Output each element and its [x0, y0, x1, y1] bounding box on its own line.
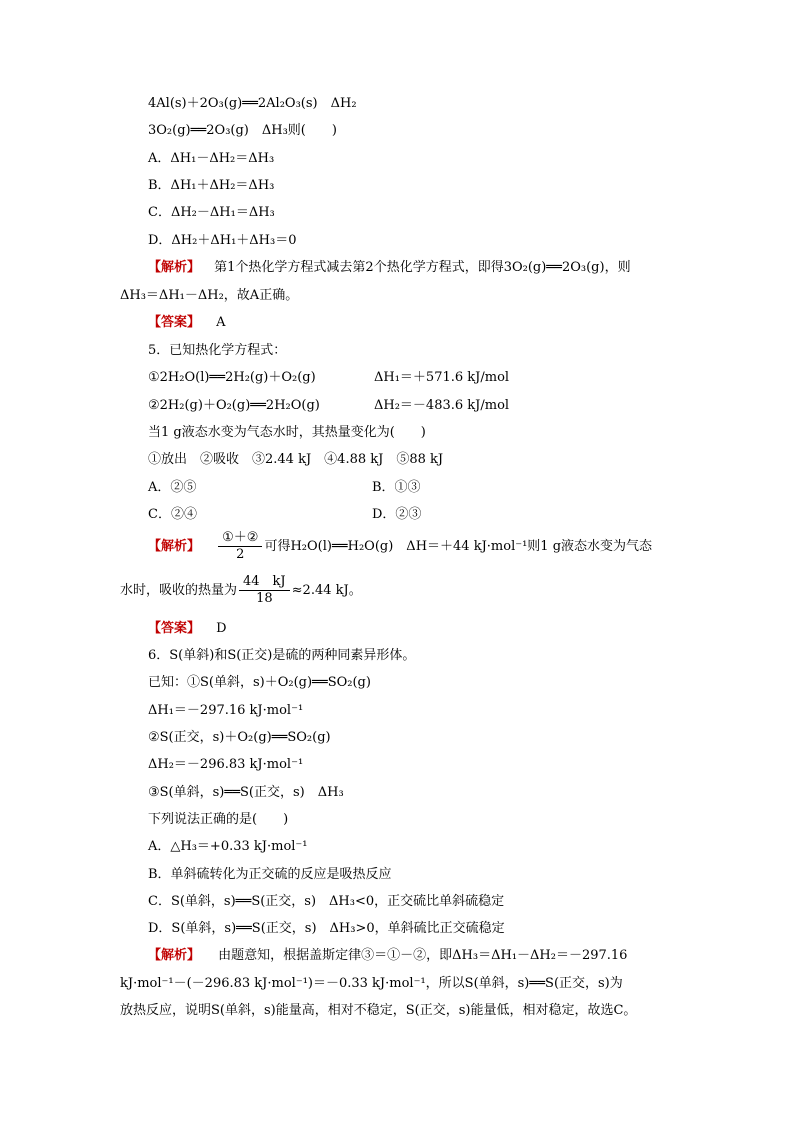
q5-option-c: C．②④	[148, 507, 197, 522]
q5-eq1: ①2H₂O(l)══2H₂(g)＋O₂(g)	[148, 370, 316, 385]
q6-analysis	[148, 946, 627, 966]
answer-tag: 【答案】	[148, 315, 201, 330]
q4-option-c: C．ΔH₂－ΔH₁＝ΔH₃	[148, 205, 275, 220]
fraction	[218, 530, 262, 563]
q6-option-b: B．单斜硫转化为正交硫的反应是吸热反应	[148, 867, 392, 882]
q6-analysis-line2: kJ·mol⁻¹－(－296.83 kJ·mol⁻¹)＝－0.33 kJ·mol⁻¹，所以S(单斜，s)══S(正交，s)为	[120, 976, 623, 991]
q5-option-a: A．②⑤	[148, 480, 197, 495]
q4-equation-3: 3O₂(g)══2O₃(g) ΔH₃则( )	[148, 123, 337, 138]
analysis-tag: 【解析】	[148, 539, 201, 554]
q6-stem: 6．S(单斜)和S(正交)是硫的两种同素异形体。	[148, 648, 416, 663]
q5-eq1-dh: ΔH₁＝＋571.6 kJ/mol	[374, 370, 510, 385]
q5-analysis-line2	[120, 574, 362, 607]
q4-answer	[148, 313, 226, 333]
q5-stem: 5．已知热化学方程式：	[148, 343, 287, 358]
q6-option-a: A．△H₃＝+0.33 kJ·mol⁻¹	[148, 839, 308, 854]
q5-analysis-text-2: 水时，吸收的热量为	[120, 583, 238, 598]
q4-answer-value: A	[216, 315, 226, 330]
q4-option-b: B．ΔH₁＋ΔH₂＝ΔH₃	[148, 178, 275, 193]
fraction-denominator: 2	[236, 547, 245, 562]
q6-question: 下列说法正确的是( )	[148, 812, 289, 827]
q6-eq2: ②S(正交，s)＋O₂(g)══SO₂(g)	[148, 730, 331, 745]
q4-analysis	[148, 258, 631, 278]
q6-analysis-line3: 放热反应，说明S(单斜，s)能量高，相对不稳定，S(正交，s)能量低，相对稳定，故选C。	[120, 1003, 637, 1018]
q5-eq2-dh: ΔH₂＝－483.6 kJ/mol	[374, 398, 510, 413]
answer-tag: 【答案】	[148, 621, 201, 636]
analysis-tag: 【解析】	[148, 948, 201, 963]
q4-option-a: A．ΔH₁－ΔH₂＝ΔH₃	[148, 151, 275, 166]
q6-option-d: D．S(单斜，s)══S(正交，s) ΔH₃>0，单斜硫比正交硫稳定	[148, 921, 505, 936]
q5-option-d: D．②③	[372, 507, 422, 522]
q5-option-b: B．①③	[372, 480, 421, 495]
q6-dh2: ΔH₂＝－296.83 kJ·mol⁻¹	[148, 757, 304, 772]
q5-choices: ①放出 ②吸收 ③2.44 kJ ④4.88 kJ ⑤88 kJ	[148, 452, 444, 467]
q5-analysis-text-3: ≈2.44 kJ。	[291, 583, 362, 598]
q6-dh1: ΔH₁＝－297.16 kJ·mol⁻¹	[148, 703, 304, 718]
q4-equation-2: 4Al(s)＋2O₃(g)══2Al₂O₃(s) ΔH₂	[148, 96, 357, 111]
q6-analysis-text: 由题意知，根据盖斯定律③＝①－②，即ΔH₃＝ΔH₁－ΔH₂＝－297.16	[218, 948, 628, 963]
q5-answer	[148, 619, 227, 639]
fraction	[239, 574, 290, 607]
q5-eq2: ②2H₂(g)＋O₂(g)══2H₂O(g)	[148, 398, 320, 413]
q6-eq3: ③S(单斜，s)══S(正交，s) ΔH₃	[148, 785, 344, 800]
q6-known-1: 已知：①S(单斜，s)＋O₂(g)══SO₂(g)	[148, 675, 371, 690]
analysis-tag: 【解析】	[148, 260, 201, 275]
q4-analysis-line2: ΔH₃＝ΔH₁－ΔH₂，故A正确。	[120, 288, 299, 303]
q6-option-c: C．S(单斜，s)══S(正交，s) ΔH₃<0，正交硫比单斜硫稳定	[148, 894, 505, 909]
fraction-numerator: 44 kJ	[239, 574, 290, 591]
q5-question: 当1 g液态水变为气态水时，其热量变化为( )	[148, 425, 426, 440]
fraction-denominator: 18	[256, 591, 273, 606]
fraction-numerator: ①＋②	[218, 530, 262, 547]
q5-answer-value: D	[216, 621, 227, 636]
q4-analysis-text: 第1个热化学方程式减去第2个热化学方程式，即得3O₂(g)══2O₃(g)，则	[214, 260, 631, 275]
q5-analysis	[148, 530, 652, 563]
q5-analysis-text: 可得H₂O(l)══H₂O(g) ΔH＝＋44 kJ·mol⁻¹则1 g液态水变为气态	[264, 539, 653, 554]
q4-option-d: D．ΔH₂＋ΔH₁＋ΔH₃＝0	[148, 233, 297, 248]
